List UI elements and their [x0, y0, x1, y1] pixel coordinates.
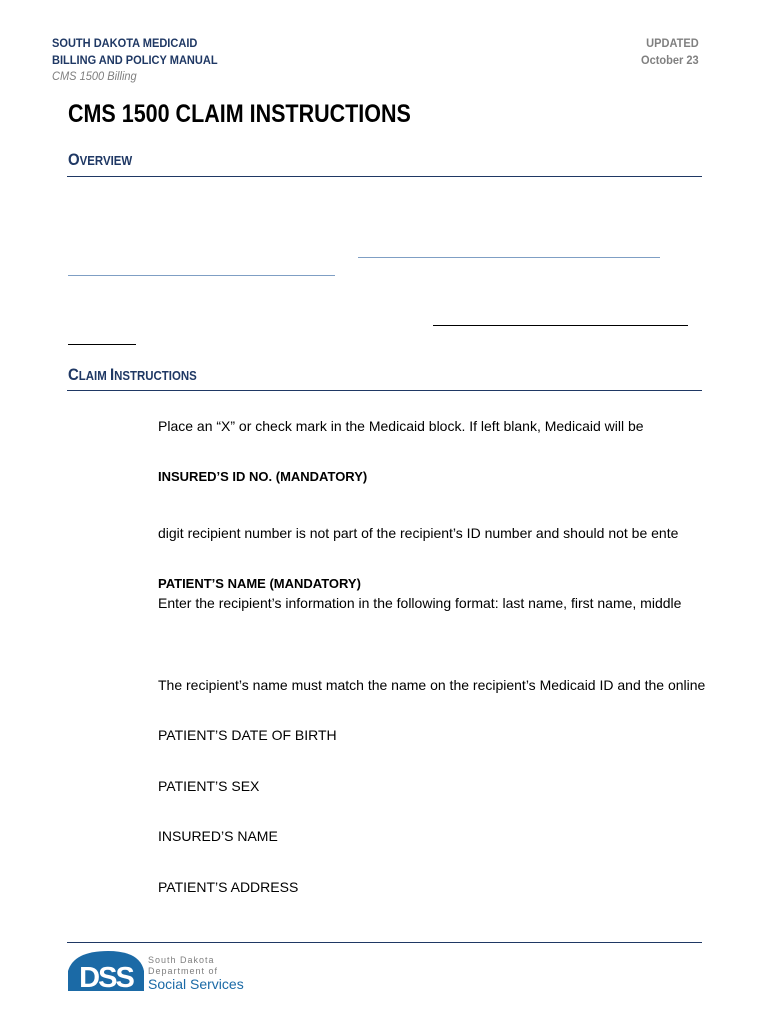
patient-name-heading: PATIENT’S NAME (MANDATORY) — [158, 576, 361, 591]
insured-name-item: INSURED’S NAME — [158, 828, 278, 844]
claim-instructions-divider — [67, 390, 702, 391]
overview-underline-3 — [433, 325, 688, 326]
logo-mark-text: DSS — [79, 962, 133, 993]
patient-address-item: PATIENT’S ADDRESS — [158, 879, 299, 895]
patient-sex-item: PATIENT’S SEX — [158, 778, 260, 794]
insured-id-heading: INSURED’S ID NO. (MANDATORY) — [158, 469, 368, 484]
claim-heading-initial-1: C — [68, 365, 79, 384]
patient-name-text: Enter the recipient’s information in the following format: last name, first name, middle — [158, 595, 682, 611]
header-section-name: CMS 1500 Billing — [52, 69, 137, 83]
footer-divider — [67, 942, 702, 943]
overview-link-underline-1[interactable] — [358, 257, 660, 258]
updated-block — [641, 35, 699, 68]
overview-heading-initial: O — [68, 150, 80, 169]
overview-heading — [68, 150, 132, 170]
insured-id-text: digit recipient number is not part of the recipient’s ID number and should not be ente — [158, 525, 679, 541]
dss-logo-mark — [68, 949, 258, 993]
dss-logo — [68, 949, 258, 993]
header-org-line1: SOUTH DAKOTA MEDICAID — [52, 36, 198, 50]
logo-line3: Social Services — [148, 976, 244, 992]
manual-header — [52, 35, 218, 85]
updated-date: October 23 — [641, 52, 699, 67]
claim-heading-rest-1: LAIM — [78, 368, 110, 383]
claim-heading-initial-2: I — [109, 365, 115, 384]
overview-divider — [67, 176, 702, 177]
header-org-line2: BILLING AND POLICY MANUAL — [52, 52, 218, 67]
overview-underline-4 — [68, 344, 136, 345]
overview-link-underline-2[interactable] — [68, 275, 335, 276]
claim-heading-rest-2: NSTRUCTIONS — [114, 368, 197, 383]
claim-instructions-heading — [68, 365, 197, 385]
name-match-text: The recipient’s name must match the name on the recipient’s Medicaid ID and the online — [158, 677, 706, 693]
logo-line2: Department of — [148, 966, 219, 976]
medicaid-block-text: Place an “X” or check mark in the Medicaid block. If left blank, Medicaid will be — [158, 418, 644, 434]
overview-heading-rest: VERVIEW — [79, 153, 133, 168]
updated-label: UPDATED — [646, 36, 699, 50]
logo-line1: South Dakota — [148, 955, 215, 965]
patient-dob-item: PATIENT’S DATE OF BIRTH — [158, 727, 337, 743]
page-title: CMS 1500 CLAIM INSTRUCTIONS — [68, 100, 411, 128]
